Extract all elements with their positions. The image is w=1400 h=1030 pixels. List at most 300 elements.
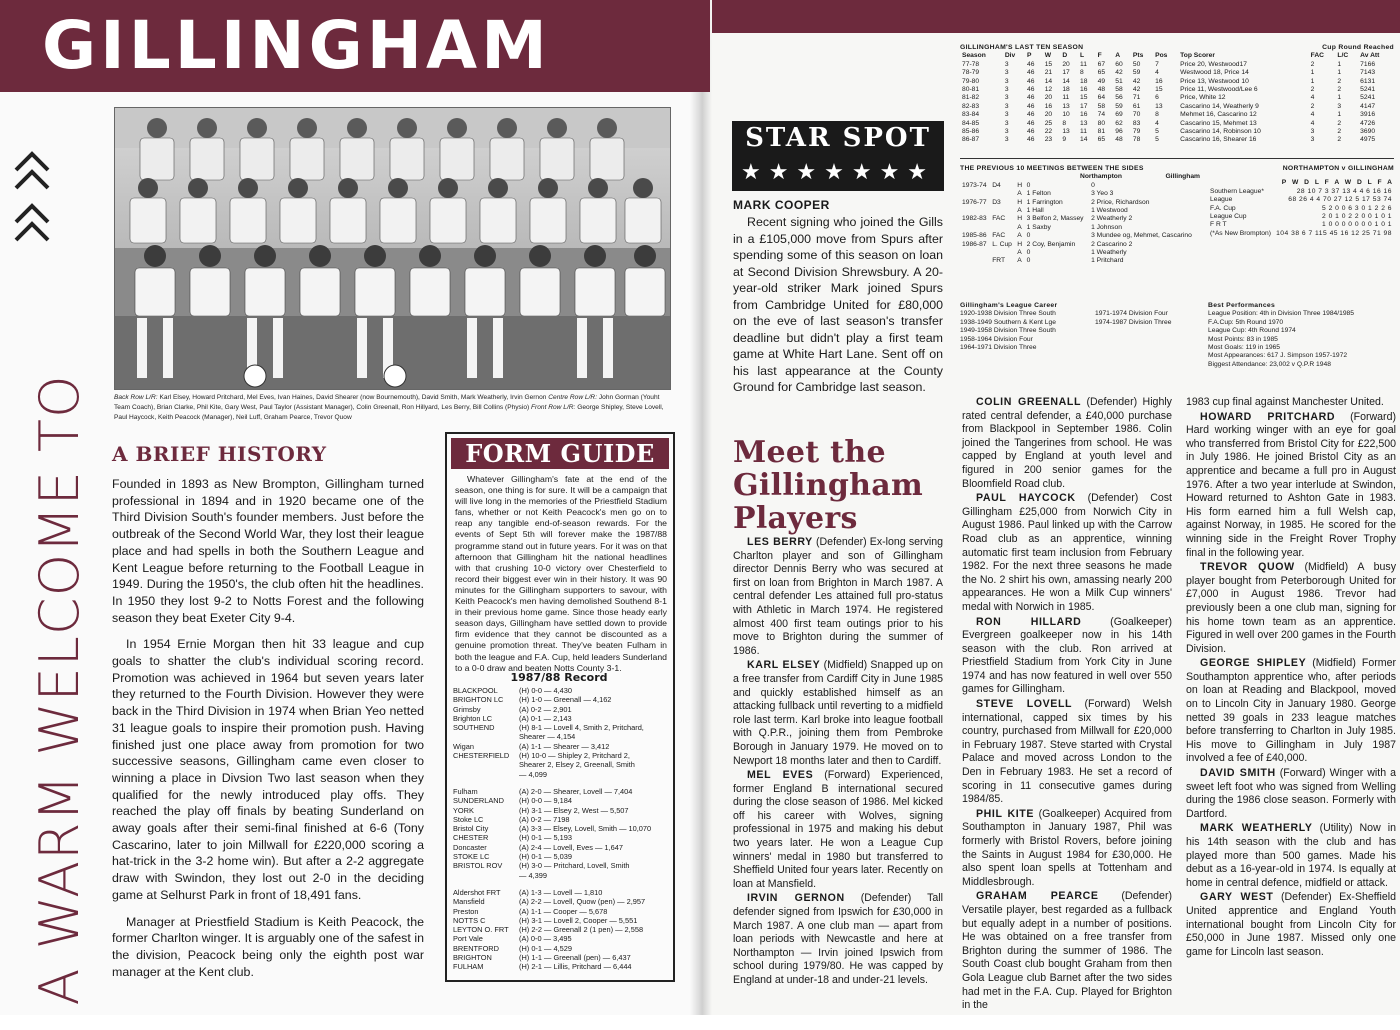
table-cell: 1: [1337, 60, 1342, 68]
player-name: GARY WEST: [1200, 891, 1274, 904]
table-header: Pos: [1155, 52, 1168, 60]
table-row: [960, 111, 1394, 119]
table-cell: 3690: [1360, 128, 1376, 136]
table-cell: 14: [1079, 136, 1088, 144]
record-result: (A) 1-1 — Shearer — 3,412: [519, 741, 610, 751]
table-cell: 84-85: [962, 119, 980, 127]
table-cell: D4: [992, 181, 1001, 189]
table-cell: 71: [1132, 94, 1141, 102]
table-cell: 58: [1097, 102, 1106, 110]
table-row: [1208, 221, 1394, 229]
players-column-1: [733, 536, 943, 989]
table-cell: 42: [1115, 69, 1123, 77]
table-cell: 1 Weatherly: [1091, 249, 1127, 257]
player-name: MEL EVES: [747, 769, 814, 782]
table-cell: 20: [1044, 111, 1053, 119]
player-name: COLIN GREENALL: [976, 396, 1082, 408]
table-row: [1208, 188, 1394, 196]
table-cell: 78: [1132, 136, 1141, 144]
meetings-col-gillingham: Gillingham: [1165, 173, 1200, 181]
record-gap: [453, 779, 671, 787]
table-row: [960, 249, 1200, 257]
table-row: [1208, 205, 1394, 213]
best-item: Biggest Attendance: 23,002 v Q.P.R 1948: [1208, 360, 1331, 368]
table-cell: 2 Weatherly 2: [1091, 215, 1133, 223]
table-cell: 22: [1044, 128, 1053, 136]
record-result: Shearer 2, Elsey 2, Greenall, Smith: [519, 760, 635, 770]
record-opponent: Port Vale: [453, 934, 483, 944]
table-row: [1208, 230, 1394, 238]
record-opponent: Bristol City: [453, 824, 489, 834]
table-cell: 2: [1337, 77, 1342, 85]
record-row: [453, 824, 671, 833]
record-result: (A) 0-2 — 7198: [519, 814, 570, 824]
table-cell: 1: [1310, 77, 1315, 85]
table-cell: 58: [1115, 86, 1123, 94]
record-row: [453, 944, 671, 953]
record-opponent: BRIGHTON LC: [453, 695, 504, 705]
table-cell: A: [1017, 249, 1022, 257]
player-bio: [962, 890, 1172, 1012]
table-cell: 21: [1044, 69, 1053, 77]
record-result: (A) 2-2 — Lovell, Quow (pen) — 2,957: [519, 897, 646, 907]
table-cell: 62: [1115, 119, 1123, 127]
table-cell: [960, 257, 990, 265]
caption-text: George Shipley, Steve Lovell, Paul Haycock, Keith Peacock (Manager), Neil Luff, Graham Pearce, Trevor Quow: [114, 404, 664, 421]
record-opponent: SOUTHEND: [453, 723, 495, 733]
table-row: [960, 224, 1200, 232]
player-name: KARL ELSEY: [747, 659, 821, 672]
table-cell: League Cup: [1210, 213, 1247, 221]
caption-text: John Gorman (Youht Team Coach), Brian Clarke, Phil Kite, Gary West, Paul Taylor (Assistant Manager), Colin Greenall, Ron Hillyard, Les Berry, Bill Collins (Physio): [114, 394, 660, 411]
record-row: [453, 861, 671, 870]
record-row: [453, 732, 671, 741]
table-cell: 1: [1337, 111, 1342, 119]
table-row: [960, 215, 1200, 223]
table-cell: 46: [1027, 128, 1035, 136]
team-photo: [114, 107, 671, 390]
table-cell: 46: [1027, 86, 1035, 94]
table-cell: [960, 224, 990, 232]
table-cell: League: [1210, 196, 1233, 204]
table-cell: (*As New Brompton): [1210, 229, 1271, 237]
chevron-up-icon: [12, 200, 52, 246]
table-cell: 7166: [1360, 60, 1376, 68]
best-item: League Position: 4th in Division Three 1984/1985: [1208, 310, 1354, 318]
record-row: [453, 760, 671, 769]
record-row: [453, 934, 671, 943]
player-text: (Defender) Versatile player, best regarded as a fullback but equally adept in a number of positions. He was obtained on a free transfer from Brighton during the summer of 1986. The South Coast club bought Graham from then Gola League club Barnet after the two sides had met in the F.A. Cup. Played for Brighton in the: [962, 890, 1172, 1012]
table-cell: 46: [1027, 111, 1035, 119]
league-career-col-2: [1095, 310, 1171, 352]
table-cell: 59: [1132, 69, 1141, 77]
table-header: Div: [1004, 52, 1016, 60]
table-cell: 46: [1027, 60, 1035, 68]
table-cell: 70: [1132, 111, 1141, 119]
player-bio: [1186, 822, 1396, 890]
player-name: HOWARD PRITCHARD: [1200, 410, 1336, 423]
record-opponent: BLACKPOOL: [453, 686, 498, 695]
table-row: [960, 86, 1394, 94]
player-name: RON HILLARD: [976, 615, 1082, 628]
player-bio: [733, 659, 943, 768]
table-cell: 80: [1097, 119, 1106, 127]
career-item: 1920-1938 Division Three South: [960, 310, 1056, 318]
record-result: Shearer — 4,154: [519, 732, 576, 742]
table-cell: 83: [1132, 119, 1141, 127]
table-cell: [960, 207, 990, 215]
table-cell: 4: [1155, 69, 1159, 77]
table-cell: 3: [1337, 102, 1342, 110]
table-cell: 16: [1079, 111, 1088, 119]
record-opponent: YORK: [453, 805, 474, 815]
table-cell: 81: [1097, 128, 1106, 136]
table-cell: 14: [1044, 77, 1053, 85]
record-row: [453, 742, 671, 751]
table-cell: 14: [1062, 77, 1070, 85]
table-cell: 15: [1044, 60, 1053, 68]
table-cell: 1 Felton: [1026, 190, 1051, 198]
table-cell: Price 11, Westwood/Lee 6: [1180, 86, 1258, 94]
record-row: [453, 787, 671, 796]
player-text: (Midfield) Former Southampton apprentice who, after periods on loan at Reading and Blackpool, moved on to Lincoln City in January 1980. George netted 39 goals in 233 league matches before transferring to Charlton in July 1985. His move to Gillingham in July 1987 involved a fee of £40,000.: [1186, 657, 1396, 765]
table-cell: Cascarino 16, Shearer 16: [1180, 136, 1257, 144]
team-photo-image: [115, 108, 671, 390]
record-result: (H) 2-2 — Greenall 2 (1 pen) — 2,558: [519, 925, 644, 935]
career-item: 1938-1949 Southern & Kent Lge: [960, 318, 1056, 326]
table-cell: [960, 190, 990, 198]
previous-meetings: [960, 165, 1200, 266]
table-cell: 16: [1079, 86, 1088, 94]
table-cell: H: [1017, 198, 1023, 206]
table-cell: 61: [1132, 102, 1141, 110]
player-name: GEORGE SHIPLEY: [1200, 657, 1307, 670]
table-cell: 3: [1004, 128, 1009, 136]
table-header: W: [1044, 52, 1051, 60]
table-cell: 60: [1115, 60, 1123, 68]
table-cell: 59: [1115, 102, 1123, 110]
table-cell: 46: [1027, 136, 1035, 144]
record-result: (H) 0-1 — 5,039: [519, 852, 572, 862]
table-header: L: [1079, 52, 1085, 60]
record-row: [453, 843, 671, 852]
record-result: (A) 2-0 — Shearer, Lovell — 7,404: [519, 786, 633, 796]
table-cell: 5241: [1360, 86, 1376, 94]
table-cell: 2: [1337, 119, 1342, 127]
player-bio: [962, 808, 1172, 890]
record-opponent: [453, 760, 519, 769]
table-cell: 80-81: [962, 86, 980, 94]
history-paragraph: In 1954 Ernie Morgan then hit 33 league and cup goals to shatter the club's individual scoring record. Promotion was achieved in 1964 but seven years later they returned to the Fourth Division. However they were back in the Third Division in 1974 when Brian Yeo netted 31 league goals to inspire their promotion push. Having finished just one place away from promotion for two successive seasons, Gillingham came even closer to winning a place in Divsion Two last season when they qualified for the newly introduced play offs. They reached the play off finals by beating Sunderland on away goals after their semi-final finished at 6-6 (Tony Cascarino, later to join Millwall for £220,000 scoring a hat-trick in the 3-2 home win). But after a 2-2 aggregate draw with Swindon, they lost out 2-0 in the deciding game at Selhurst Park in front of 18,491 fans.: [112, 637, 424, 902]
player-name: LES BERRY: [747, 536, 813, 548]
table-row: [1208, 196, 1394, 204]
record-opponent: CHESTER: [453, 833, 489, 843]
table-cell: 3: [1004, 77, 1009, 85]
record-opponent: Doncaster: [453, 842, 487, 852]
player-name: MARK WEATHERLY: [1200, 822, 1313, 835]
league-career-col-1: [960, 310, 1095, 352]
table-cell: [960, 249, 990, 257]
table-cell: 0: [1026, 181, 1031, 189]
record-opponent: Brighton LC: [453, 713, 493, 723]
table-cell: 65: [1097, 69, 1106, 77]
meetings-table: [960, 182, 1200, 266]
record-result: (A) 2-4 — Lovell, Eves — 1,647: [519, 842, 623, 852]
player-text: (Defender) Tall defender signed from Ipswich for £30,000 in March 1987. A one club man — apart from loan periods with Newcastle and here at Northampton — Irvin joined Ipswich from school during 1979/80. He was capped by England at under-18 and under-21 levels.: [733, 892, 943, 986]
table-cell: 4147: [1360, 102, 1376, 110]
record-result: (A) 3-3 — Elsey, Lovell, Smith — 10,070: [519, 824, 652, 834]
meetings-heading: THE PREVIOUS 10 MEETINGS BETWEEN THE SIDES: [960, 165, 1144, 172]
table-row: [960, 232, 1200, 240]
record-result: (H) 0-1 — 5,193: [519, 833, 572, 843]
table-row: [960, 257, 1200, 265]
table-cell: [990, 224, 1015, 232]
record-opponent: BRISTOL ROV: [453, 861, 503, 871]
table-cell: A: [1017, 190, 1022, 198]
photo-caption: [114, 393, 674, 423]
table-cell: 1: [1337, 69, 1342, 77]
table-cell: Price 13, Westwood 10: [1180, 77, 1249, 85]
table-cell: Cascarino 15, Mehmet 13: [1180, 119, 1257, 127]
table-cell: 1 Johnson: [1091, 223, 1122, 231]
page-gutter: [690, 0, 712, 1015]
table-row: [960, 136, 1394, 144]
meet-heading: Meet the Gillingham Players: [733, 435, 923, 536]
table-cell: 13: [1062, 128, 1070, 136]
table-cell: 11: [1062, 94, 1070, 102]
table-row: [960, 94, 1394, 102]
caption-label: Back Row L/R:: [114, 394, 158, 401]
best-item: Most Goals: 119 in 1965: [1208, 344, 1280, 352]
career-item: 1971-1974 Division Four: [1095, 310, 1168, 318]
table-cell: 2 Coy, Benjamin: [1026, 240, 1076, 248]
table-cell: 4: [1310, 94, 1315, 102]
table-cell: 4726: [1360, 119, 1376, 127]
table-cell: 5: [1155, 136, 1159, 144]
table-row: [960, 241, 1200, 249]
record-row: [453, 705, 671, 714]
table-cell: 67: [1097, 60, 1106, 68]
player-text: (Defender) Ex-long serving Charlton player and son of Gillingham director Dennis Berry who was secured at first on loan from Brighton in March 1987. A central defender Les attained full pro-status with Athletic in March 1974. He registered almost 400 first team outings prior to his move to Brighton during the summer of 1986.: [733, 536, 943, 657]
record-row: [453, 723, 671, 732]
best-item: F.A.Cup: 5th Round 1970: [1208, 318, 1284, 326]
record-row: [453, 871, 671, 880]
table-cell: 5 2 0 0 6 3 0 1 2 2 6: [1322, 204, 1392, 212]
form-guide-heading: FORM GUIDE: [451, 438, 669, 469]
cup-heading: Cup Round Reached: [1322, 44, 1394, 51]
star-spot-heading: STAR SPOT: [745, 123, 931, 153]
table-cell: 42: [1132, 86, 1141, 94]
table-cell: 5: [1155, 128, 1159, 136]
player-name: IRVIN GERNON: [747, 892, 845, 905]
table-cell: 3: [1004, 69, 1009, 77]
table-cell: 18: [1062, 86, 1070, 94]
record-result: (A) 1-1 — Cooper — 5,678: [519, 906, 608, 916]
table-cell: 8: [1079, 69, 1084, 77]
table-row: [960, 69, 1394, 77]
table-cell: 86-87: [962, 136, 980, 144]
nvg-header: P W D L F A W D L F A: [1281, 179, 1394, 187]
table-cell: 15: [1079, 94, 1088, 102]
record-row: [453, 916, 671, 925]
table-cell: 0: [1026, 257, 1031, 265]
record-result: (H) 1-0 — Greenall — 4,162: [519, 695, 612, 705]
table-cell: H: [1017, 181, 1023, 189]
table-cell: 4: [1310, 111, 1315, 119]
table-cell: 3: [1004, 60, 1009, 68]
career-item: 1974-1987 Division Three: [1095, 318, 1172, 326]
table-cell: Price 20, Westwood17: [1180, 60, 1247, 68]
table-row: [1208, 213, 1394, 221]
record-opponent: FULHAM: [453, 962, 484, 972]
best-heading: Best Performances: [1208, 302, 1276, 309]
player-name: DAVID SMITH: [1200, 767, 1276, 780]
record-result: (A) 0-0 — 3,495: [519, 934, 572, 944]
league-career-heading: Gillingham's League Career: [960, 302, 1058, 309]
table-cell: H: [1017, 215, 1023, 223]
table-cell: 9: [1062, 136, 1067, 144]
table-cell: 79: [1132, 128, 1141, 136]
record-result: (A) 0-1 — 2,143: [519, 713, 572, 723]
meetings-col-northampton: Northampton: [1080, 173, 1122, 181]
table-cell: 18: [1079, 77, 1088, 85]
table-cell: 2 Price, Richardson: [1091, 198, 1150, 206]
record-row: [453, 806, 671, 815]
table-cell: F.A. Cup: [1210, 204, 1236, 212]
table-cell: 4: [1310, 119, 1315, 127]
player-name: TREVOR QUOW: [1200, 561, 1295, 574]
table-header: Season: [962, 52, 986, 60]
star-rating-icon: ★★★★★★★: [740, 159, 936, 184]
record-opponent: SUNDERLAND: [453, 796, 504, 806]
table-cell: 46: [1027, 94, 1035, 102]
table-cell: 48: [1097, 86, 1106, 94]
career-item: 1949-1958 Division Three South: [960, 327, 1056, 335]
record-opponent: Preston: [453, 906, 479, 916]
record-result: (H) 0-0 — 4,430: [519, 686, 572, 695]
table-cell: [990, 249, 1015, 257]
table-cell: 4975: [1360, 136, 1376, 144]
record-opponent: CHESTERFIELD: [453, 751, 510, 761]
best-performances: [1208, 302, 1394, 369]
record-row: [453, 907, 671, 916]
table-cell: F R T: [1210, 221, 1227, 229]
table-cell: [990, 207, 1015, 215]
table-cell: 83-84: [962, 111, 980, 119]
table-cell: FAC: [992, 232, 1006, 240]
table-cell: 11: [1079, 128, 1087, 136]
divider: [960, 158, 1394, 159]
best-item: Most Appearances: 617 J. Simpson 1957-1972: [1208, 352, 1348, 360]
table-cell: D3: [992, 198, 1001, 206]
chevron-up-icon: [12, 148, 52, 194]
player-text: (Goalkeeper) Acquired from Southampton in January 1987, Phil was formerly with Bristol Rovers, before joining the Saints in August 1984 for £30,000. He also spent loan spells at Tottenham and Middlesbrough.: [962, 807, 1172, 888]
player-name: PHIL KITE: [976, 807, 1035, 820]
table-cell: Westwood 18, Price 14: [1180, 69, 1249, 77]
table-cell: 46: [1027, 77, 1035, 85]
player-text: (Forward) Welsh international, capped six times by his country, purchased from Millwall for £20,000 in February 1987. Steve started with Crystal Palace and moved across London to the Den in February 1983. He set a record of scoring in 11 consecutive games during 1984/85.: [962, 698, 1172, 806]
table-row: [960, 61, 1394, 69]
table-cell: 1982-83: [962, 215, 987, 223]
record-heading: 1987/88 Record: [510, 671, 608, 684]
best-item: Most Points: 83 in 1985: [1208, 335, 1278, 343]
table-cell: 16: [1044, 102, 1053, 110]
table-cell: 15: [1155, 86, 1163, 94]
table-cell: 2: [1310, 86, 1315, 94]
player-bio: [1186, 891, 1396, 959]
record-opponent: STOKE LC: [453, 852, 490, 862]
record-opponent: Mansfield: [453, 897, 485, 907]
table-cell: 1973-74: [962, 181, 987, 189]
league-career: [960, 302, 1200, 352]
table-cell: 82-83: [962, 102, 980, 110]
table-cell: 2 Cascarino 2: [1091, 240, 1133, 248]
table-row: [960, 103, 1394, 111]
table-cell: 74: [1097, 111, 1106, 119]
player-bio: [733, 536, 943, 658]
table-cell: A: [1017, 223, 1022, 231]
record-opponent: Stoke LC: [453, 814, 484, 824]
table-cell: Price, White 12: [1180, 94, 1226, 102]
table-row: [960, 199, 1200, 207]
table-cell: 2 0 1 0 2 2 0 0 1 0 1: [1322, 213, 1392, 221]
record-row: [453, 897, 671, 906]
career-item: 1958-1964 Division Four: [960, 335, 1033, 343]
table-cell: 104 38 6 7 115 45 16 12 25 71 98: [1276, 229, 1392, 237]
table-cell: 1 Hall: [1026, 207, 1044, 215]
history-body: [112, 476, 424, 990]
record-row: [453, 833, 671, 842]
table-cell: 20: [1062, 60, 1070, 68]
record-result: (H) 8-1 — Lovell 4, Smith 2, Pritchard,: [519, 723, 644, 733]
table-cell: 1985-86: [962, 232, 987, 240]
history-heading: A BRIEF HISTORY: [112, 442, 327, 466]
table-cell: Mehmet 16, Cascarino 12: [1180, 111, 1257, 119]
table-cell: 3: [1310, 128, 1315, 136]
table-header: D: [1062, 52, 1068, 60]
table-cell: 28 10 7 3 37 13 4 4 6 16 16: [1296, 187, 1392, 195]
player-bio: [1186, 561, 1396, 656]
star-player-name: MARK COOPER: [733, 198, 830, 212]
table-cell: 1 Farrington: [1026, 198, 1063, 206]
record-gap: [453, 880, 671, 888]
table-cell: 5241: [1360, 94, 1376, 102]
record-row: [453, 686, 671, 695]
table-cell: 1: [1337, 94, 1342, 102]
record-row: [453, 815, 671, 824]
table-cell: 46: [1027, 119, 1035, 127]
table-cell: 1 Pritchard: [1091, 257, 1124, 265]
record-result: — 4,099: [519, 769, 547, 779]
player-text: (Forward) Winger with a sweet left foot who was signed from Welling during the 1986 close season. Formerly with Dartford.: [1186, 767, 1396, 820]
table-cell: 17: [1062, 69, 1070, 77]
table-cell: 3: [1004, 86, 1009, 94]
player-text: 1983 cup final against Manchester United.: [1186, 396, 1384, 408]
record-result: (H) 3-1 — Elsey 2, West — 5,507: [519, 805, 629, 815]
player-bio: [962, 396, 1172, 491]
table-cell: 3: [1004, 136, 1009, 144]
table-cell: Cascarino 14, Robinson 10: [1180, 128, 1261, 136]
table-cell: 6131: [1360, 77, 1376, 85]
table-header: FAC: [1310, 52, 1325, 60]
record-opponent: [453, 732, 519, 741]
table-header: P: [1027, 52, 1032, 60]
table-cell: 68 26 4 4 70 27 12 5 17 53 74: [1288, 196, 1392, 204]
record-row: [453, 751, 671, 760]
table-header: A: [1115, 52, 1121, 60]
record-result: (H) 3-1 — Lovell 2, Cooper — 5,551: [519, 915, 638, 925]
table-cell: 4: [1155, 119, 1159, 127]
